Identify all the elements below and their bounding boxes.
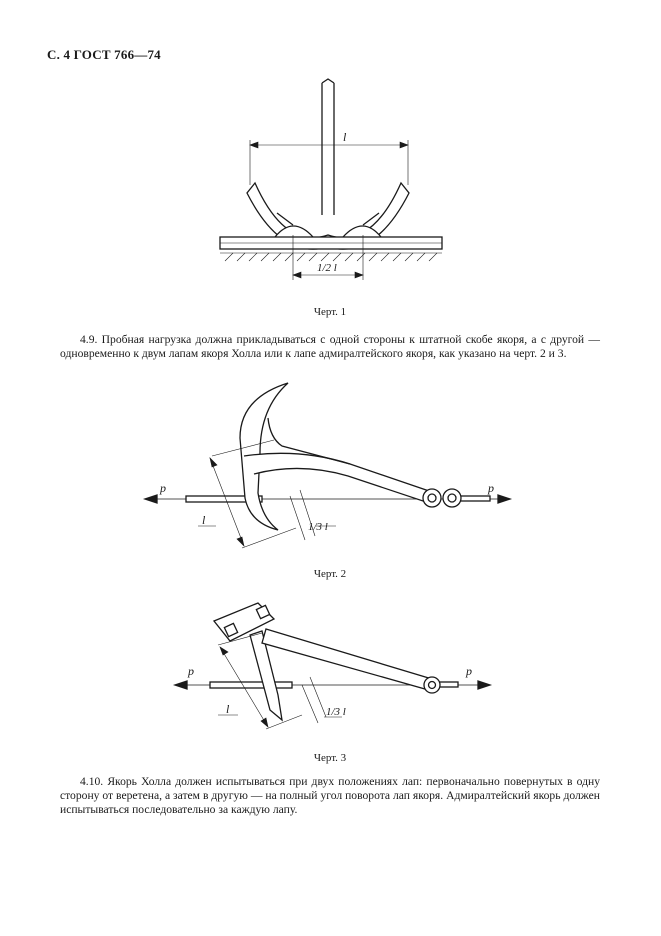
- paragraph-4-10: 4.10. Якорь Холла должен испытываться при двух положениях лап: первоначально повернутых в одну сторону от веретена, а затем в другую — на полный угол поворота лап якоря. Адмиралтейский якорь должен испытываться последовательно за каждую лапу.: [60, 775, 600, 816]
- anchor-shank: [322, 79, 334, 215]
- paragraph-4-9: 4.9. Пробная нагрузка должна прикладываться с одной стороны к штатной скобе якоря, а с другой — одновременно к двум лапам якоря Холла или к лапе адмиралтейского якоря, как указано на черт. 2 и 3.: [60, 333, 600, 360]
- figure-1-caption: Черт. 1: [313, 306, 347, 318]
- label-third-l: 1/3 l: [308, 521, 328, 533]
- label-l: l: [202, 513, 206, 527]
- figure-3-anchor-drawing: [170, 595, 500, 735]
- label-l: l: [343, 130, 347, 144]
- label-p-right: p: [488, 481, 494, 495]
- figure-1-anchor-drawing: [205, 75, 455, 290]
- figure-3-caption: Черт. 3: [313, 752, 347, 764]
- label-p-left: p: [160, 481, 166, 495]
- label-p-left: p: [188, 664, 194, 678]
- figure-2-caption: Черт. 2: [313, 568, 347, 580]
- label-third-l: 1/3 l: [326, 706, 346, 718]
- page-header: С. 4 ГОСТ 766—74: [47, 47, 161, 62]
- label-l: l: [226, 702, 230, 716]
- label-p-right: p: [466, 664, 472, 678]
- label-half-l: 1/2 l: [317, 262, 337, 274]
- figure-2-anchor-drawing: [140, 378, 520, 558]
